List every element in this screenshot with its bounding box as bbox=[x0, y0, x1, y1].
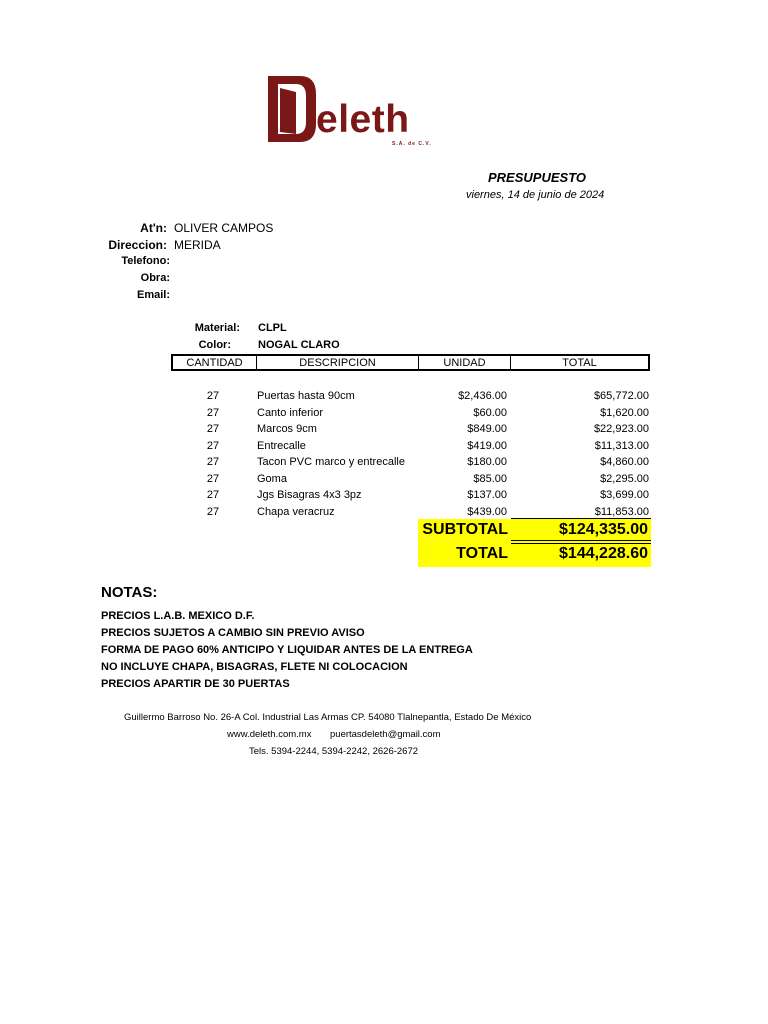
cell-total: $65,772.00 bbox=[593, 390, 649, 402]
header-total: TOTAL bbox=[562, 356, 597, 369]
items-table-body bbox=[171, 388, 650, 520]
table-row bbox=[171, 438, 650, 455]
note-item: PRECIOS L.A.B. MEXICO D.F. bbox=[101, 610, 255, 622]
cell-unidad: $849.00 bbox=[467, 423, 507, 435]
notes-title: NOTAS: bbox=[101, 584, 158, 601]
cell-descripcion: Goma bbox=[257, 472, 287, 485]
email-label: Email: bbox=[136, 289, 170, 301]
cell-cantidad: 27 bbox=[206, 489, 220, 501]
cell-total: $22,923.00 bbox=[593, 423, 649, 435]
cell-descripcion: Puertas hasta 90cm bbox=[257, 390, 355, 402]
direccion-value: MERIDA bbox=[174, 238, 221, 252]
cell-cantidad: 27 bbox=[206, 390, 220, 402]
subtotal-label: SUBTOTAL bbox=[422, 521, 508, 538]
cell-cantidad: 27 bbox=[206, 423, 220, 435]
total-double-rule-2 bbox=[511, 543, 651, 544]
header-descripcion: DESCRIPCION bbox=[257, 356, 419, 369]
cell-descripcion: Entrecalle bbox=[257, 439, 306, 452]
cell-unidad: $85.00 bbox=[473, 472, 507, 485]
subtotal-value: $124,335.00 bbox=[559, 521, 648, 538]
cell-unidad: $60.00 bbox=[473, 406, 507, 419]
cell-unidad: $2,436.00 bbox=[458, 390, 507, 402]
header-unidad: UNIDAD bbox=[419, 356, 511, 369]
note-item: NO INCLUYE CHAPA, BISAGRAS, FLETE NI COLOCACION bbox=[101, 661, 408, 673]
cell-descripcion: Chapa veracruz bbox=[257, 505, 335, 518]
atn-label: At'n: bbox=[140, 221, 167, 235]
cell-descripcion: Canto inferior bbox=[257, 406, 324, 419]
color-value: NOGAL CLARO bbox=[258, 339, 340, 351]
cell-cantidad: 27 bbox=[206, 472, 220, 485]
cell-unidad: $419.00 bbox=[467, 439, 507, 452]
cell-descripcion: Marcos 9cm bbox=[257, 423, 317, 435]
document-date: viernes, 14 de junio de 2024 bbox=[466, 189, 605, 201]
color-label: Color: bbox=[198, 339, 231, 351]
total-value: $144,228.60 bbox=[559, 545, 648, 562]
document-title: PRESUPUESTO bbox=[488, 170, 587, 185]
obra-label: Obra: bbox=[140, 272, 170, 284]
footer-phones: Tels. 5394-2244, 5394-2242, 2626-2672 bbox=[249, 746, 419, 757]
footer-email: puertasdeleth@gmail.com bbox=[330, 729, 441, 740]
direccion-label: Direccion: bbox=[108, 238, 167, 252]
material-value: CLPL bbox=[258, 322, 287, 334]
note-item: PRECIOS APARTIR DE 30 PUERTAS bbox=[101, 678, 290, 690]
table-header bbox=[171, 354, 650, 371]
note-item: PRECIOS SUJETOS A CAMBIO SIN PREVIO AVISO bbox=[101, 627, 365, 639]
footer-address: Guillermo Barroso No. 26-A Col. Industrial Las Armas CP. 54080 Tlalnepantla, Estado De México bbox=[124, 712, 532, 723]
cell-total: $11,313.00 bbox=[594, 439, 649, 452]
total-label: TOTAL bbox=[456, 545, 508, 562]
cell-cantidad: 27 bbox=[206, 456, 220, 468]
cell-cantidad: 27 bbox=[206, 505, 220, 518]
brand-name: eleth bbox=[316, 98, 410, 141]
cell-unidad: $439.00 bbox=[467, 505, 507, 518]
cell-total: $4,860.00 bbox=[600, 456, 649, 468]
footer-website: www.deleth.com.mx bbox=[227, 729, 312, 740]
cell-cantidad: 27 bbox=[206, 406, 220, 419]
material-label: Material: bbox=[194, 322, 240, 334]
table-row bbox=[171, 454, 650, 471]
table-row bbox=[171, 421, 650, 438]
atn-value: OLIVER CAMPOS bbox=[174, 221, 274, 235]
total-double-rule-1 bbox=[511, 540, 651, 541]
cell-total: $1,620.00 bbox=[600, 406, 649, 419]
cell-descripcion: Tacon PVC marco y entrecalle bbox=[257, 456, 405, 468]
total-row bbox=[418, 543, 651, 565]
brand-suffix: S.A. de C.V. bbox=[392, 141, 432, 147]
table-row bbox=[171, 405, 650, 422]
cell-cantidad: 27 bbox=[206, 439, 220, 452]
telefono-label: Telefono: bbox=[121, 255, 170, 267]
table-row bbox=[171, 487, 650, 504]
cell-total: $3,699.00 bbox=[600, 489, 649, 501]
notes-list bbox=[101, 608, 473, 693]
cell-unidad: $180.00 bbox=[467, 456, 507, 468]
header-cantidad: CANTIDAD bbox=[173, 356, 257, 369]
cell-total: $2,295.00 bbox=[600, 472, 649, 485]
note-item: FORMA DE PAGO 60% ANTICIPO Y LIQUIDAR ANTES DE LA ENTREGA bbox=[101, 644, 473, 656]
cell-unidad: $137.00 bbox=[467, 489, 507, 501]
subtotal-row bbox=[418, 519, 651, 541]
table-row bbox=[171, 388, 650, 405]
cell-descripcion: Jgs Bisagras 4x3 3pz bbox=[257, 489, 362, 501]
table-row bbox=[171, 471, 650, 488]
cell-total: $11,853.00 bbox=[594, 505, 649, 518]
